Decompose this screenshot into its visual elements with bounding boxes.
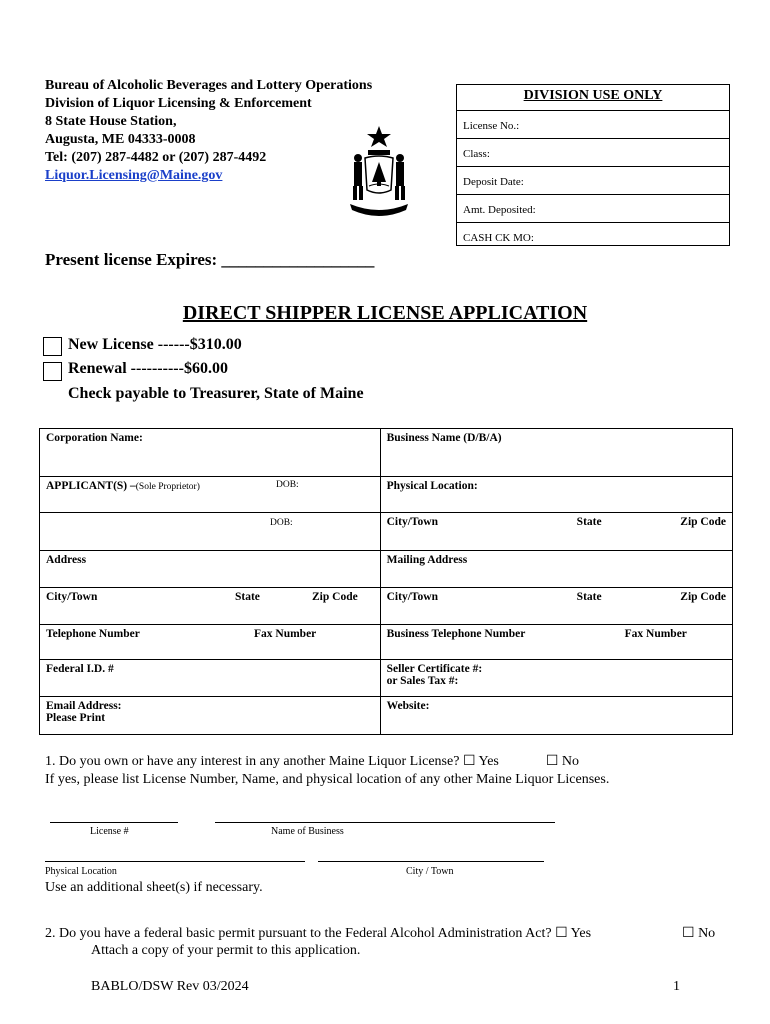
page-number: 1 (673, 979, 680, 994)
seller-certificate-field[interactable]: Seller Certificate #: or Sales Tax #: (380, 660, 732, 697)
q2-no-option (682, 925, 715, 942)
q1-yes-checkbox[interactable]: ☐ (462, 754, 476, 769)
new-license-checkbox[interactable] (43, 337, 62, 356)
city-state-zip-field[interactable]: City/Town State Zip Code (40, 588, 381, 625)
business-telephone-fax-field[interactable]: Business Telephone Number Fax Number (380, 625, 732, 660)
org-name: Bureau of Alcoholic Beverages and Lottery Operations (45, 78, 373, 93)
attach-permit-note: Attach a copy of your permit to this application. (91, 943, 361, 958)
page-title: DIRECT SHIPPER LICENSE APPLICATION (182, 302, 588, 324)
city-town-caption: City / Town (406, 866, 454, 877)
applicant-dob-field[interactable]: DOB: (40, 513, 381, 551)
q2-no-label: No (698, 926, 716, 941)
amt-deposited-field: Amt. Deposited: (457, 195, 729, 223)
mailing-city-state-zip-field[interactable]: City/Town State Zip Code (380, 588, 732, 625)
additional-sheet-note: Use an additional sheet(s) if necessary. (45, 880, 263, 895)
corporation-name-field[interactable]: Corporation Name: (40, 429, 381, 477)
mailing-address-field[interactable]: Mailing Address (380, 551, 732, 588)
license-number-line[interactable] (50, 822, 178, 823)
applicant-field[interactable]: APPLICANT(S) –(Sole Proprietor) DOB: (40, 477, 381, 513)
q1-no-label: No (561, 754, 580, 769)
q2-yes-label: Yes (570, 926, 592, 941)
address-line-2: Augusta, ME 04333-0008 (45, 132, 196, 147)
telephone-fax-field[interactable]: Telephone Number Fax Number (40, 625, 381, 660)
q2-no-checkbox[interactable]: ☐ (682, 926, 695, 941)
division-use-title: DIVISION USE ONLY (457, 85, 729, 111)
question-2: 2. Do you have a federal basic permit pursuant to the Federal Alcohol Administration Act? ☐ Yes (45, 926, 592, 941)
application-form-table (39, 428, 733, 735)
physical-location-field[interactable]: Physical Location: (380, 477, 732, 513)
question-1-followup: If yes, please list License Number, Name, and physical location of any other Maine Liquor Licenses. (45, 772, 610, 787)
email-address-field[interactable]: Email Address: Please Print (40, 697, 381, 735)
revision-footer: BABLO/DSW Rev 03/2024 (91, 979, 249, 994)
payment-method-field: CASH CK MO: (463, 232, 534, 244)
address-field[interactable]: Address (40, 551, 381, 588)
email-link[interactable]: Liquor.Licensing@Maine.gov (45, 168, 223, 183)
class-field: Class: (457, 139, 729, 167)
renewal-label: Renewal ----------$60.00 (68, 360, 228, 377)
q1-yes-label: Yes (478, 754, 499, 769)
division-use-box (456, 84, 730, 246)
new-license-label: New License ------$310.00 (68, 336, 242, 353)
business-name-line[interactable] (215, 822, 555, 823)
q2-yes-checkbox[interactable]: ☐ (555, 926, 568, 941)
business-name-field[interactable]: Business Name (D/B/A) (380, 429, 732, 477)
website-field[interactable]: Website: (380, 697, 732, 735)
renewal-checkbox[interactable] (43, 362, 62, 381)
federal-id-field[interactable]: Federal I.D. # (40, 660, 381, 697)
address-line-1: 8 State House Station, (45, 114, 177, 129)
physical-city-state-zip-field[interactable]: City/Town State Zip Code (380, 513, 732, 551)
q1-no-checkbox[interactable]: ☐ (545, 754, 559, 769)
maine-seal-icon (346, 124, 412, 216)
license-no-field: License No.: (457, 111, 729, 139)
city-town-line[interactable] (318, 861, 544, 862)
telephone-line: Tel: (207) 287-4482 or (207) 287-4492 (45, 150, 267, 165)
deposit-date-field: Deposit Date: (457, 167, 729, 195)
check-payable-note: Check payable to Treasurer, State of Maine (68, 385, 364, 402)
division-name: Division of Liquor Licensing & Enforcement (45, 96, 312, 111)
physical-location-line[interactable] (45, 861, 305, 862)
license-number-caption: License # (90, 826, 129, 837)
physical-location-caption: Physical Location (45, 866, 117, 877)
business-name-caption: Name of Business (271, 826, 344, 837)
question-1: 1. Do you own or have any interest in any another Maine Liquor License? ☐ Yes ☐ No (45, 754, 580, 769)
header-block (45, 77, 372, 185)
present-license-expires: Present license Expires: __________________ (45, 250, 375, 269)
